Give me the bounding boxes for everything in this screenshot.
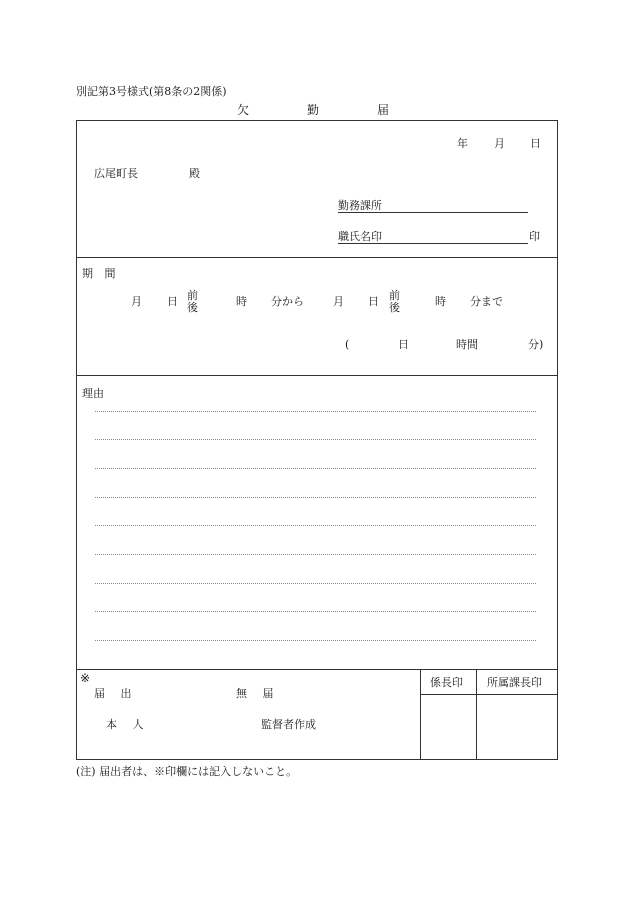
end-hour-label: 時 xyxy=(435,295,446,308)
period-label: 期 間 xyxy=(82,267,120,280)
start-minute-label: 分から xyxy=(271,295,304,308)
end-minute-label: 分まで xyxy=(470,295,503,308)
date-day-label: 日 xyxy=(530,137,541,150)
total-minutes-label: 分) xyxy=(528,338,544,351)
dept-underline xyxy=(338,212,528,213)
form-title: 欠勤届 xyxy=(237,103,448,117)
name-label: 職氏名印 xyxy=(338,230,382,243)
start-month-label: 月 xyxy=(131,295,142,308)
reason-line xyxy=(95,497,536,498)
divider-reason xyxy=(76,375,558,376)
total-days-label: 日 xyxy=(398,338,409,351)
end-day-label: 日 xyxy=(368,295,379,308)
total-open-paren: ( xyxy=(345,338,350,351)
chief-seal-header: 係長印 xyxy=(430,676,463,689)
date-month-label: 月 xyxy=(494,137,505,150)
start-pm-label: 後 xyxy=(187,301,198,314)
divider-period xyxy=(76,257,558,258)
reason-line xyxy=(95,525,536,526)
reason-line xyxy=(95,468,536,469)
footnote: (注) 届出者は、※印欄には記入しないこと。 xyxy=(76,765,298,778)
section-chief-seal-header: 所属課長印 xyxy=(487,676,542,689)
supervisor-label: 監督者作成 xyxy=(261,718,316,731)
start-hour-label: 時 xyxy=(236,295,247,308)
end-pm-label: 後 xyxy=(389,301,400,314)
form-reference: 別記第3号様式(第8条の2関係) xyxy=(76,85,227,98)
reason-label: 理由 xyxy=(82,387,104,400)
notified-label: 届 出 xyxy=(94,687,138,700)
not-notified-label: 無 届 xyxy=(236,687,280,700)
name-underline xyxy=(338,243,528,244)
total-hours-label: 時間 xyxy=(456,338,478,351)
self-label: 本 人 xyxy=(106,718,150,731)
reason-line xyxy=(95,611,536,612)
end-am-label: 前 xyxy=(389,289,400,302)
seal-column-divider xyxy=(476,669,477,760)
reason-line xyxy=(95,554,536,555)
reason-line xyxy=(95,411,536,412)
start-am-label: 前 xyxy=(187,289,198,302)
addressee-honorific: 殿 xyxy=(189,167,200,180)
reason-line xyxy=(95,640,536,641)
seal-column-divider xyxy=(420,669,421,760)
seal-header-divider xyxy=(420,694,558,695)
addressee: 広尾町長 xyxy=(94,167,138,180)
reason-line xyxy=(95,583,536,584)
reason-line xyxy=(95,439,536,440)
start-ampm xyxy=(187,290,198,314)
form-frame xyxy=(76,120,558,760)
end-month-label: 月 xyxy=(333,295,344,308)
end-ampm xyxy=(389,290,400,314)
divider-office xyxy=(76,669,558,670)
start-day-label: 日 xyxy=(167,295,178,308)
dept-label: 勤務課所 xyxy=(338,199,382,212)
seal-mark: 印 xyxy=(529,230,540,243)
office-use-mark: ※ xyxy=(80,671,91,685)
date-year-label: 年 xyxy=(457,137,468,150)
